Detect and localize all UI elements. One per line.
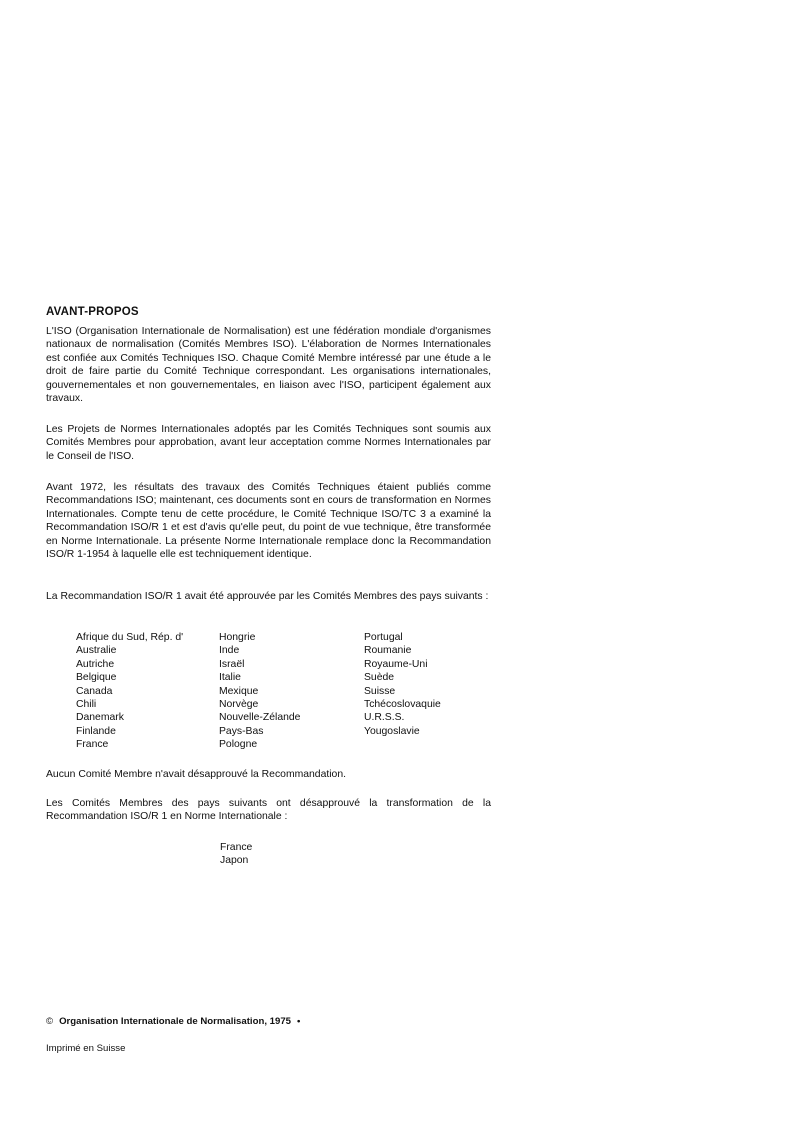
paragraph-history: Avant 1972, les résultats des travaux des Comités Techniques étaient publiés comme Recommandations ISO; maintenant, ces documents sont en cours de transformation en Normes Internationales. Compte tenu de cette procédure, le Comité Technique ISO/TC 3 a examiné la Recommandation ISO/R 1 et est d'avis qu'elle peut, du point de vue technique, être transformée en Norme Internationale. La présente Norme Internationale remplace donc la Recommandation ISO/R 1-1954 à laquelle elle est techniquement identique. — [46, 482, 491, 561]
list-item: Pologne — [219, 739, 258, 751]
list-item: Mexique — [219, 685, 259, 697]
list-item: Japon — [220, 855, 249, 867]
list-item: Canada — [76, 685, 113, 697]
paragraph-approval-intro: La Recommandation ISO/R 1 avait été approuvée par les Comités Membres des pays suivants : — [46, 591, 489, 602]
list-item: Pays-Bas — [219, 725, 264, 737]
list-item: Norvège — [219, 699, 259, 711]
list-item: Autriche — [76, 658, 115, 670]
list-item: Italie — [219, 672, 241, 684]
list-item: Danemark — [76, 712, 124, 724]
paragraph-disapproval-intro: Les Comités Membres des pays suivants ont désapprouvé la transformation de la Recommandation ISO/R 1 en Norme Internationale : — [46, 798, 491, 823]
list-item: Suède — [364, 672, 395, 684]
copyright-notice — [46, 1016, 300, 1027]
paragraph-no-disapproval: Aucun Comité Membre n'avait désapprouvé la Recommandation. — [46, 769, 347, 780]
list-item: Belgique — [76, 672, 117, 684]
copyright-icon: © — [46, 1016, 54, 1027]
list-item: Finlande — [76, 725, 116, 737]
paragraph-draft-approval: Les Projets de Normes Internationales adoptés par les Comités Techniques sont soumis aux Comités Membres pour approbation, avant leur acceptation comme Normes Internationales par le Conseil de l'ISO. — [46, 424, 491, 462]
list-item: Roumanie — [364, 645, 412, 657]
page-title: AVANT-PROPOS — [46, 306, 139, 318]
list-item: Inde — [219, 645, 240, 657]
list-item: Nouvelle-Zélande — [219, 712, 301, 724]
approving-countries-column-1 — [76, 631, 183, 752]
list-item: Australie — [76, 645, 117, 657]
list-item: U.R.S.S. — [364, 712, 405, 724]
list-item: Afrique du Sud, Rép. d' — [76, 632, 184, 643]
copyright-text: Organisation Internationale de Normalisation, 1975 — [59, 1016, 291, 1027]
list-item: Royaume-Uni — [364, 658, 428, 670]
bullet-icon: • — [297, 1016, 301, 1027]
list-item: Israël — [219, 658, 245, 670]
list-item: France — [220, 842, 253, 853]
list-item: France — [76, 739, 109, 751]
list-item: Yougoslavie — [364, 725, 420, 737]
list-item: Chili — [76, 699, 97, 711]
printed-in-notice: Imprimé en Suisse — [46, 1043, 126, 1054]
approving-countries-column-3 — [364, 631, 441, 738]
approving-countries-column-2 — [219, 631, 300, 752]
list-item: Suisse — [364, 685, 396, 697]
list-item: Hongrie — [219, 632, 256, 643]
list-item: Portugal — [364, 632, 403, 643]
dissenting-countries-list — [220, 841, 252, 868]
list-item: Tchécoslovaquie — [364, 699, 441, 711]
paragraph-iso-intro: L'ISO (Organisation Internationale de Normalisation) est une fédération mondiale d'organismes nationaux de normalisation (Comités Membres ISO). L'élaboration de Normes Internationales est confiée aux Comités Techniques ISO. Chaque Comité Membre intéressé par une étude a le droit de faire partie du Comité Technique correspondant. Les organisations internationales, gouvernementales et non gouvernementales, en liaison avec l'ISO, participent également aux travaux. — [46, 326, 491, 405]
